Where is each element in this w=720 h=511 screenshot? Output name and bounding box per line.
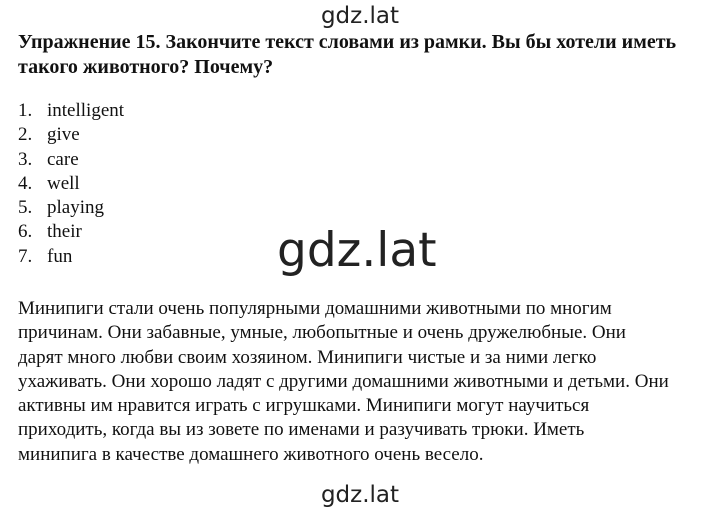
- answer-word: playing: [47, 197, 104, 219]
- answer-list: [18, 99, 124, 269]
- answer-word: their: [47, 221, 82, 243]
- text-line: Минипиги стали очень популярными домашними животными по многим: [18, 298, 612, 319]
- completed-text: [18, 297, 708, 467]
- answer-word: care: [47, 148, 79, 170]
- answer-word: well: [47, 172, 80, 194]
- text-line: причинам. Они забавные, умные, любопытные и очень дружелюбные. Они: [18, 322, 626, 344]
- text-line: дарят много любви своим хозяином. Минипиги чистые и за ними легко: [18, 346, 597, 368]
- title-line: Упражнение 15. Закончите текст словами из рамки. Вы бы хотели иметь: [18, 31, 677, 53]
- answer-number: 5.: [18, 197, 33, 219]
- answer-item: [18, 245, 124, 269]
- text-line: минипига в качестве домашнего животного очень весело.: [18, 443, 484, 465]
- answer-item: [18, 172, 124, 196]
- answer-word: give: [47, 124, 80, 146]
- answer-number: 4.: [18, 172, 33, 194]
- watermark-top: gdz.lat: [320, 3, 400, 29]
- text-line: активны им нравится играть с игрушками. Минипиги могут научиться: [18, 395, 590, 417]
- answer-item: [18, 123, 124, 147]
- text-line: ухаживать. Они хорошо ладят с другими домашними животными и детьми. Они: [18, 370, 669, 392]
- answer-item: [18, 148, 124, 172]
- text-line: приходить, когда вы из зовете по именами и разучивать трюки. Иметь: [18, 419, 585, 441]
- answer-number: 7.: [18, 245, 33, 267]
- answer-word: intelligent: [47, 100, 125, 121]
- watermark-bottom: gdz.lat: [320, 482, 400, 508]
- exercise-title: [18, 30, 708, 80]
- answer-number: 2.: [18, 124, 33, 146]
- answer-item: [18, 220, 124, 244]
- answer-item: [18, 196, 124, 220]
- answer-item: [18, 99, 124, 123]
- answer-number: 6.: [18, 221, 33, 243]
- title-line: такого животного? Почему?: [18, 56, 274, 78]
- answer-word: fun: [47, 245, 73, 267]
- answer-number: 1.: [18, 100, 33, 121]
- answer-number: 3.: [18, 148, 33, 170]
- watermark-center: gdz.lat: [277, 223, 437, 278]
